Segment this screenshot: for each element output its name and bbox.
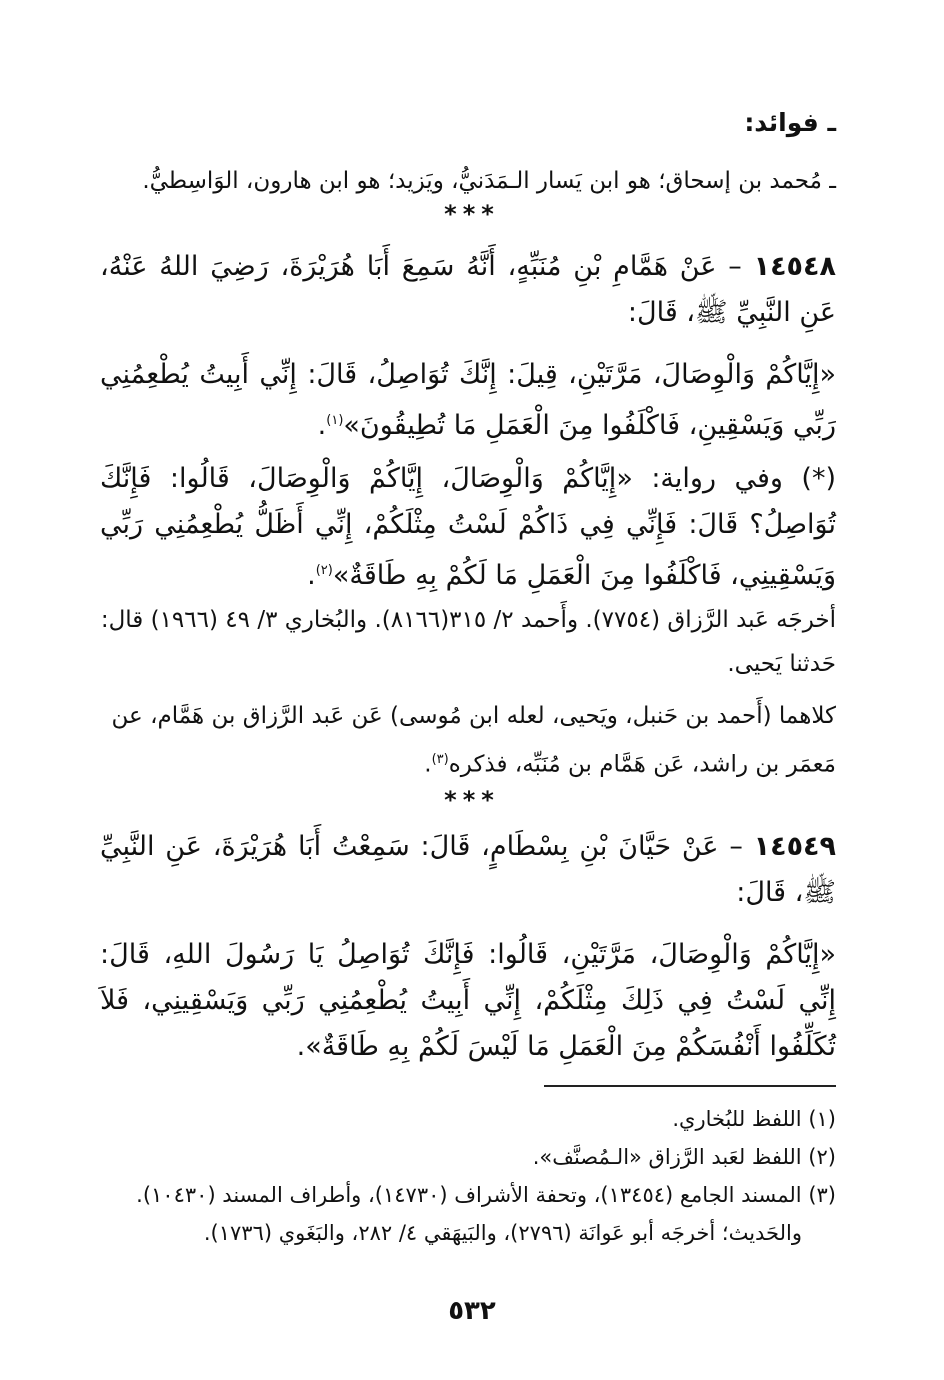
isnad-text: عَنْ هَمَّامِ بْنِ مُنَبِّهٍ، أَنَّهُ سَمِعَ أَبَا هُرَيْرَةَ، رَضِيَ اللهُ عَنْهُ، عَنِ النَّبِيِّ ﷺ، قَالَ: — [100, 251, 836, 328]
page-number: ٥٣٢ — [448, 1296, 496, 1326]
isnad-text-2: عَنْ حَيَّانَ بْنِ بِسْطَامٍ، قَالَ: سَمِعْتُ أَبَا هُرَيْرَةَ، عَنِ النَّبِيِّ ﷺ، قَالَ: — [100, 831, 836, 908]
hadith-14549-isnad: ١٤٥٤٩ – عَنْ حَيَّانَ بْنِ بِسْطَامٍ، قَالَ: سَمِعْتُ أَبَا هُرَيْرَةَ، عَنِ النَّبِيِّ ﷺ، قَالَ: — [100, 831, 837, 908]
footnote-ref-2[interactable]: (٢) — [315, 563, 333, 578]
matn-text: «إِيَّاكُمْ وَالْوِصَالَ، مَرَّتَيْنِ، قِيلَ: إِنَّكَ تُوَاصِلُ، قَالَ: إِنِّي أَبِيتُ يُطْعِمُنِي رَبِّي وَيَسْقِينِ، فَاكْلَفُوا مِنَ الْعَمَلِ مَا تُطِيقُونَ» — [100, 359, 836, 441]
section-separator-2: *** — [444, 786, 500, 814]
footnote-divider — [544, 1085, 836, 1087]
takhrij-chain-paragraph: كلاهما (أَحمد بن حَنبل، ويَحيى، لعله ابن مُوسى) عَن عَبد الرَّزاق بن هَمَّام، عن مَعمَر بن راشد، عَن هَمَّام بن مُنَبِّه، فذكره$^{(٣)}$. — [111, 703, 836, 778]
hadith-number: ١٤٥٤٨ — [753, 251, 836, 282]
section-separator: *** — [444, 200, 500, 228]
hadith-14549-matn: «إِيَّاكُمْ وَالْوِصَالَ، مَرَّتَيْنِ، قَالُوا: فَإِنَّكَ تُوَاصِلُ يَا رَسُولَ اللهِ، قَالَ: إِنِّي لَسْتُ فِي ذَلِكَ مِثْلَكُمْ، إِنِّي أَبِيتُ يُطْعِمُنِي رَبِّي وَيَسْقِينِي، فَلاَ تُكَلِّفُوا أَنْفُسَكُمْ مِنَ الْعَمَلِ مَا لَيْسَ لَكُمْ بِهِ طَاقَةٌ». — [100, 939, 836, 1062]
hadith-14548-riwaya: (*) وفي رواية: «إِيَّاكُمْ وَالْوِصَالَ، إِيَّاكُمْ وَالْوِصَالَ، قَالُوا: فَإِنَّكَ تُوَاصِلُ؟ قَالَ: فَإِنِّي فِي ذَاكُمْ لَسْتُ مِثْلَكُمْ، إِنِّي أَظَلُّ يُطْعِمُنِي رَبِّي وَيَسْقِينِي، فَاكْلَفُوا مِنَ الْعَمَلِ مَا لَكُمْ بِهِ طَاقَةٌ»$^{(٢)}$. — [100, 463, 836, 591]
footnote-ref-3[interactable]: (٣) — [431, 752, 449, 767]
riwaya-text: (*) وفي رواية: «إِيَّاكُمْ وَالْوِصَالَ، إِيَّاكُمْ وَالْوِصَالَ، قَالُوا: فَإِنَّكَ تُوَاصِلُ؟ قَالَ: فَإِنِّي فِي ذَاكُمْ لَسْتُ مِثْلَكُمْ، إِنِّي أَظَلُّ يُطْعِمُنِي رَبِّي وَيَسْقِينِي، فَاكْلَفُوا مِنَ الْعَمَلِ مَا لَكُمْ بِهِ طَاقَةٌ» — [100, 463, 836, 591]
footnote-3: (٣) المسند الجامع (١٣٤٥٤)، وتحفة الأشراف (١٤٧٣٠)، وأطراف المسند (١٠٤٣٠). — [136, 1183, 836, 1207]
footnote-1: (١) اللفظ للبُخاري. — [672, 1107, 836, 1131]
takhrij-chain-text: كلاهما (أَحمد بن حَنبل، ويَحيى، لعله ابن مُوسى) عَن عَبد الرَّزاق بن هَمَّام، عن مَعمَر بن راشد، عَن هَمَّام بن مُنَبِّه، فذكره — [111, 703, 836, 778]
footnote-ref-1[interactable]: (١) — [326, 413, 344, 428]
hadith-number-2: ١٤٥٤٩ — [753, 831, 837, 862]
hadith-14548-isnad: ١٤٥٤٨ – عَنْ هَمَّامِ بْنِ مُنَبِّهٍ، أَنَّهُ سَمِعَ أَبَا هُرَيْرَةَ، رَضِيَ اللهُ عَنْهُ، عَنِ النَّبِيِّ ﷺ، قَالَ: — [100, 251, 836, 328]
footnote-2: (٢) اللفظ لعَبد الرَّزاق «الـمُصنَّف». — [532, 1145, 836, 1169]
footnotes-section — [100, 1100, 836, 1252]
hadith-14548-matn: «إِيَّاكُمْ وَالْوِصَالَ، مَرَّتَيْنِ، قِيلَ: إِنَّكَ تُوَاصِلُ، قَالَ: إِنِّي أَبِيتُ يُطْعِمُنِي رَبِّي وَيَسْقِينِ، فَاكْلَفُوا مِنَ الْعَمَلِ مَا تُطِيقُونَ»$^{(١)}$. — [100, 359, 836, 441]
takhrij-paragraph: أخرجَه عَبد الرَّزاق (٧٧٥٤). وأَحمد ٢/ ٣١٥(٨١٦٦). والبُخاري ٣/ ٤٩ (١٩٦٦) قال: حَدثنا يَحيى. — [100, 607, 836, 677]
benefits-heading: ـ فوائد: — [744, 108, 836, 137]
footnote-3-continuation: والحَديث؛ أخرجَه أبو عَوانَة (٢٧٩٦)، والبَيهَقي ٤/ ٢٨٢، والبَغَوي (١٧٣٦). — [203, 1221, 802, 1245]
narrator-note: ـ مُحمد بن إسحاق؛ هو ابن يَسار الـمَدَنيُّ، ويَزيد؛ هو ابن هارون، الوَاسِطيُّ. — [142, 168, 836, 194]
